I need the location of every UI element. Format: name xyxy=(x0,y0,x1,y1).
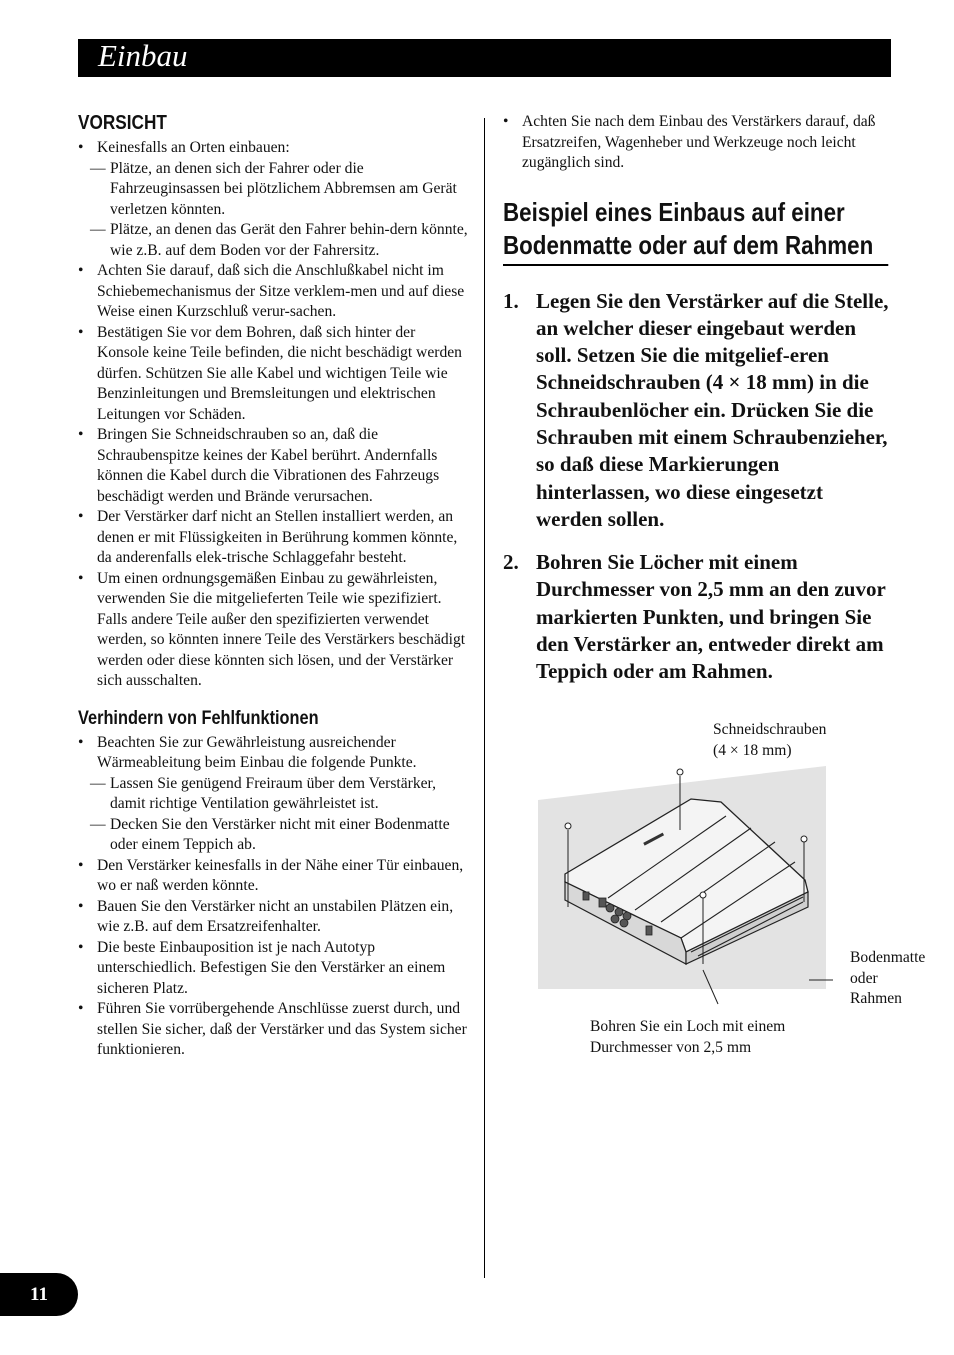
list-item: • Bestätigen Sie vor dem Bohren, daß sich hinter der Konsole keine Teile befinden, die nicht beschädigt werden dürfen. Schützen Sie alle Kabel und wichtigen Teile wie Benzinleitungen und Bremsleitungen und elektrischen Leitungen vor Schäden. xyxy=(78,323,470,426)
caution-heading: VORSICHT xyxy=(78,112,167,134)
list-item: • Achten Sie darauf, daß sich die Anschlußkabel nicht im Schiebemechanismus der Sitze verklem-men und auf diese Weise einen Kurzschluß verur-sachen. xyxy=(78,261,470,323)
mat-label: Bodenmatte oder Rahmen xyxy=(850,949,926,1007)
step-number: 1. xyxy=(503,288,519,313)
header-bar xyxy=(78,39,891,77)
list-item: • Den Verstärker keinesfalls in der Nähe einer Tür einbauen, wo er naß werden könnte. xyxy=(78,856,470,897)
list-item: • Um einen ordnungsgemäßen Einbau zu gewährleisten, verwenden Sie die mitgelieferten Teile wie spezifiziert. Falls andere Teile außer den spezifizierten verwendet werden, so könnten innere Teile des Verstärkers beschädigt werden oder diese könnten sich lösen, und der Verstärker sich ausschalten. xyxy=(78,569,470,692)
caution-list xyxy=(78,138,470,692)
list-item: • Bringen Sie Schneidschrauben so an, daß die Schraubenspitze keines der Kabel berührt. Andernfalls können die Kabel durch die Vibrationen des Fahrzeugs beschädigt werden und Brände verursachen. xyxy=(78,425,470,507)
steps-list xyxy=(503,288,893,686)
screws-label: Schneidschrauben (4 × 18 mm) xyxy=(713,721,827,759)
list-item: • Der Verstärker darf nicht an Stellen installiert werden, an denen er mit Flüssigkeiten in Berührung kommen könnte, da anderenfalls elek-trische Schlaggefahr besteht. xyxy=(78,507,470,569)
column-divider xyxy=(484,118,485,1278)
page-title: Einbau xyxy=(98,38,188,73)
sub-list xyxy=(78,159,470,262)
step-item xyxy=(503,549,893,685)
page-number: 11 xyxy=(0,1273,78,1316)
step-text: Bohren Sie Löcher mit einem Durchmesser von 2,5 mm an den zuvor markierten Punkten, und bringen Sie den Verstärker an, entweder direkt am Teppich oder am Rahmen. xyxy=(536,550,886,684)
list-item: — Plätze, an denen das Gerät den Fahrer behin-dern könnte, wie z.B. auf dem Boden vor der Fahrersitz. xyxy=(78,220,470,261)
list-item: — Decken Sie den Verstärker nicht mit einer Bodenmatte oder einem Teppich ab. xyxy=(78,815,470,856)
list-item: • Führen Sie vorrübergehende Anschlüsse zuerst durch, und stellen Sie sicher, daß der Verstärker und das System sicher funktionieren. xyxy=(78,999,470,1061)
section-heading: Beispiel eines Einbaus auf einer Bodenmatte oder auf dem Rahmen xyxy=(503,196,888,266)
list-item: • Keinesfalls an Orten einbauen: — Plätze, an denen sich der Fahrer oder die Fahrzeuginsassen bei plötzlichem Abbremsen am Gerät verletzen könnten. — Plätze, an denen das Gerät den Fahrer behin-dern könnte, wie z.B. auf dem Boden vor der Fahrersitz. xyxy=(78,138,470,261)
prevent-list xyxy=(78,733,470,1061)
note-list xyxy=(503,112,893,174)
list-item: — Lassen Sie genügend Freiraum über dem Verstärker, damit richtige Ventilation gewährleistet ist. xyxy=(78,774,470,815)
sub-list xyxy=(78,774,470,856)
step-item xyxy=(503,288,893,534)
right-column xyxy=(503,112,893,702)
installation-figure xyxy=(503,712,943,1072)
list-item: • Die beste Einbauposition ist je nach Autotyp unterschiedlich. Befestigen Sie den Verstärker an einem sicheren Platz. xyxy=(78,938,470,1000)
prevent-heading: Verhindern von Fehlfunktionen xyxy=(78,707,319,729)
left-column xyxy=(78,112,470,1061)
drill-label: Bohren Sie ein Loch mit einem Durchmesser von 2,5 mm xyxy=(590,1018,786,1056)
step-number: 2. xyxy=(503,550,519,575)
list-item: • Bauen Sie den Verstärker nicht an unstabilen Plätzen ein, wie z.B. auf dem Ersatzreifenhalter. xyxy=(78,897,470,938)
step-text: Legen Sie den Verstärker auf die Stelle, an welcher dieser eingebaut werden soll. Setzen Sie die mitgelief-eren Schneidschrauben (4 × 18 mm) in die Schraubenlöcher ein. Drücken Sie die Schrauben mit einem Schraubenzieher, so daß diese Markierungen hinterlassen, wo diese eingesetzt werden sollen. xyxy=(536,288,889,531)
list-item: • Beachten Sie zur Gewährleistung ausreichender Wärmeableitung beim Einbau die folgende Punkte. — Lassen Sie genügend Freiraum über dem Verstärker, damit richtige Ventilation gewährleistet ist. — Decken Sie den Verstärker nicht mit einer Bodenmatte oder einem Teppich ab. xyxy=(78,733,470,856)
list-item: • Achten Sie nach dem Einbau des Verstärkers darauf, daß Ersatzreifen, Wagenheber und Werkzeuge noch leicht zugänglich sind. xyxy=(503,112,893,174)
amplifier-illustration xyxy=(503,712,943,1012)
list-item: — Plätze, an denen sich der Fahrer oder die Fahrzeuginsassen bei plötzlichem Abbremsen am Gerät verletzen könnten. xyxy=(78,159,470,221)
